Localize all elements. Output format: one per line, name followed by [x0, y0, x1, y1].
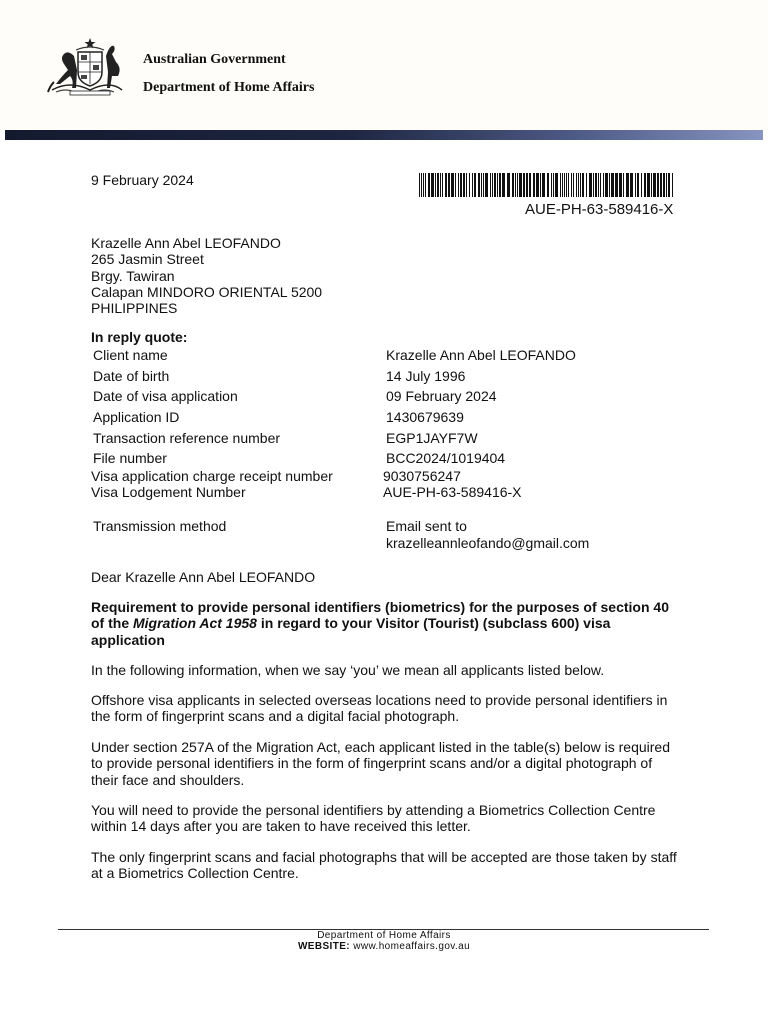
recipient-address: [91, 235, 322, 316]
barcode-bar: [657, 173, 659, 197]
reply-label: Application ID: [93, 409, 180, 425]
address-line: Calapan MINDORO ORIENTAL 5200: [91, 283, 323, 300]
salutation: Dear Krazelle Ann Abel LEOFANDO: [91, 569, 316, 585]
barcode-bar: [644, 173, 646, 197]
barcode-bar: [492, 173, 493, 197]
reply-label: Date of birth: [93, 368, 170, 384]
barcode-bar: [571, 173, 572, 197]
barcode-bar: [472, 173, 473, 197]
government-name: Australian Government: [143, 52, 286, 67]
barcode-bar: [562, 173, 563, 197]
letter-subject: [91, 599, 671, 648]
barcode-bar: [536, 173, 539, 197]
barcode-bar: [672, 173, 673, 197]
barcode-bar: [576, 173, 577, 197]
barcode-bar: [423, 173, 424, 197]
address-line: 265 Jasmin Street: [91, 251, 204, 268]
barcode-bar: [533, 173, 535, 197]
barcode-bar: [578, 173, 579, 197]
barcode-bar: [478, 173, 480, 197]
reply-label: Client name: [93, 347, 168, 363]
department-name: Department of Home Affairs: [143, 80, 315, 95]
reply-value: AUE-PH-63-589416-X: [383, 484, 522, 500]
header-band: [5, 130, 763, 140]
address-line: PHILIPPINES: [91, 300, 178, 317]
barcode-bar: [451, 173, 454, 197]
barcode-bar: [448, 173, 450, 197]
barcode-bar: [547, 173, 549, 197]
barcode-bar: [428, 173, 430, 197]
transmission-email: krazelleannleofando@gmail.com: [386, 535, 590, 551]
barcode-bar: [440, 173, 441, 197]
body-paragraph: Under section 257A of the Migration Act, each applicant listed in the table(s) below is required to provide personal identifiers in the form of fingerprint scans and/or a digital photograph of their face and shoulders.: [91, 739, 670, 788]
letter-date: 9 February 2024: [91, 172, 194, 188]
barcode-bar: [435, 173, 436, 197]
barcode-bar: [589, 173, 592, 197]
transmission-label: Transmission method: [93, 518, 227, 534]
barcode-bar: [497, 173, 498, 197]
barcode-bar: [502, 173, 505, 197]
subject-act: Migration Act 1958: [133, 615, 257, 632]
reply-value: EGP1JAYF7W: [386, 430, 478, 446]
transmission-value: Email sent to: [386, 518, 467, 534]
barcode-bar: [580, 173, 581, 197]
barcode-bar: [421, 173, 422, 197]
barcode-bar: [542, 173, 545, 197]
barcode-bar: [474, 173, 476, 197]
barcode-bar: [619, 173, 622, 197]
body-paragraph: You will need to provide the personal identifiers by attending a Biometrics Collection Centre within 14 days after you are taken to have received this letter.: [91, 802, 656, 835]
barcode-bar: [603, 173, 604, 197]
reply-label: Date of visa application: [93, 388, 238, 404]
barcode-bar: [663, 173, 665, 197]
barcode-bar: [560, 173, 561, 197]
barcode-bar: [660, 173, 662, 197]
reply-value: 14 July 1996: [386, 368, 466, 384]
barcode-bar: [419, 173, 420, 197]
barcode-bar: [458, 173, 459, 197]
barcode-bar: [586, 173, 587, 197]
barcode-bar: [668, 173, 670, 197]
barcode-bar: [517, 173, 518, 197]
barcode-bar: [609, 173, 610, 197]
barcode-bar: [555, 173, 558, 197]
subject-text: Requirement to provide personal identifiers (biometrics) for the purposes of section 40 of the: [91, 599, 669, 632]
barcode-bar: [481, 173, 482, 197]
barcode-bar: [529, 173, 531, 197]
barcode-bar: [551, 173, 552, 197]
reply-label: Transaction reference number: [93, 430, 281, 446]
barcode-bar: [568, 173, 569, 197]
barcode-bar: [460, 173, 462, 197]
barcode-bar: [519, 173, 522, 197]
reply-label: File number: [93, 450, 167, 466]
barcode-bar: [512, 173, 514, 197]
barcode-bar: [598, 173, 599, 197]
address-line: Krazelle Ann Abel LEOFANDO: [91, 235, 281, 251]
reply-value: 1430679639: [386, 409, 464, 425]
reply-value: 9030756247: [383, 468, 461, 484]
barcode-bar: [469, 173, 470, 197]
barcode-bar: [515, 173, 516, 197]
barcode-bar: [651, 173, 652, 197]
barcode-bar: [431, 173, 434, 197]
barcode-bar: [485, 173, 488, 197]
footer-website: [0, 941, 768, 952]
barcode-bar: [499, 173, 501, 197]
barcode-bar: [507, 173, 510, 197]
barcode-bar: [605, 173, 608, 197]
barcode-bar: [466, 173, 467, 197]
barcode-bar: [445, 173, 447, 197]
reply-quote-heading: In reply quote:: [91, 329, 188, 345]
barcode-bar: [637, 173, 639, 197]
barcode-bar: [623, 173, 624, 197]
reply-value: BCC2024/1019404: [386, 450, 506, 466]
barcode-bar: [490, 173, 491, 197]
barcode-bar: [641, 173, 642, 197]
website-url: www.homeaffairs.gov.au: [353, 941, 471, 952]
coat-of-arms-icon: [46, 36, 124, 98]
footer-department: Department of Home Affairs: [317, 930, 451, 941]
reply-label: Visa application charge receipt number: [91, 468, 333, 484]
barcode-bar: [666, 173, 667, 197]
barcode-bar: [600, 173, 601, 197]
reply-label: Visa Lodgement Number: [91, 484, 246, 500]
barcode-bar: [437, 173, 439, 197]
body-paragraph: Offshore visa applicants in selected overseas locations need to provide personal identifiers in the form of fingerprint scans and a digital facial photograph.: [91, 692, 668, 725]
barcode-bar: [425, 173, 426, 197]
barcode-bar: [626, 173, 629, 197]
barcode-bar: [553, 173, 554, 197]
barcode-bar: [523, 173, 525, 197]
barcode-bar: [442, 173, 443, 197]
barcode-bar: [635, 173, 636, 197]
address-line: Brgy. Tawiran: [91, 267, 175, 284]
barcode-bar: [540, 173, 541, 197]
website-label: WEBSITE:: [297, 941, 351, 952]
barcode: [419, 173, 676, 197]
barcode-bar: [463, 173, 465, 197]
barcode-bar: [564, 173, 565, 197]
barcode-bar: [630, 173, 633, 197]
barcode-bar: [647, 173, 650, 197]
barcode-bar: [483, 173, 484, 197]
barcode-bar: [455, 173, 456, 197]
barcode-bar: [494, 173, 496, 197]
barcode-id: AUE-PH-63-589416-X: [525, 201, 674, 218]
barcode-bar: [566, 173, 567, 197]
subject-text: in regard to your Visitor (Tourist) (subclass 600) visa application: [91, 615, 611, 648]
body-paragraph: In the following information, when we say ‘you’ we mean all applicants listed below.: [91, 662, 605, 678]
body-paragraph: The only fingerprint scans and facial photographs that will be accepted are those taken by staff at a Biometrics Collection Centre.: [91, 849, 677, 882]
barcode-bar: [653, 173, 656, 197]
barcode-bar: [573, 173, 574, 197]
barcode-bar: [615, 173, 618, 197]
barcode-bar: [526, 173, 528, 197]
reply-value: 09 February 2024: [386, 388, 497, 404]
barcode-bar: [611, 173, 614, 197]
reply-value: Krazelle Ann Abel LEOFANDO: [386, 347, 576, 363]
barcode-bar: [582, 173, 584, 197]
barcode-bar: [595, 173, 597, 197]
barcode-bar: [593, 173, 594, 197]
